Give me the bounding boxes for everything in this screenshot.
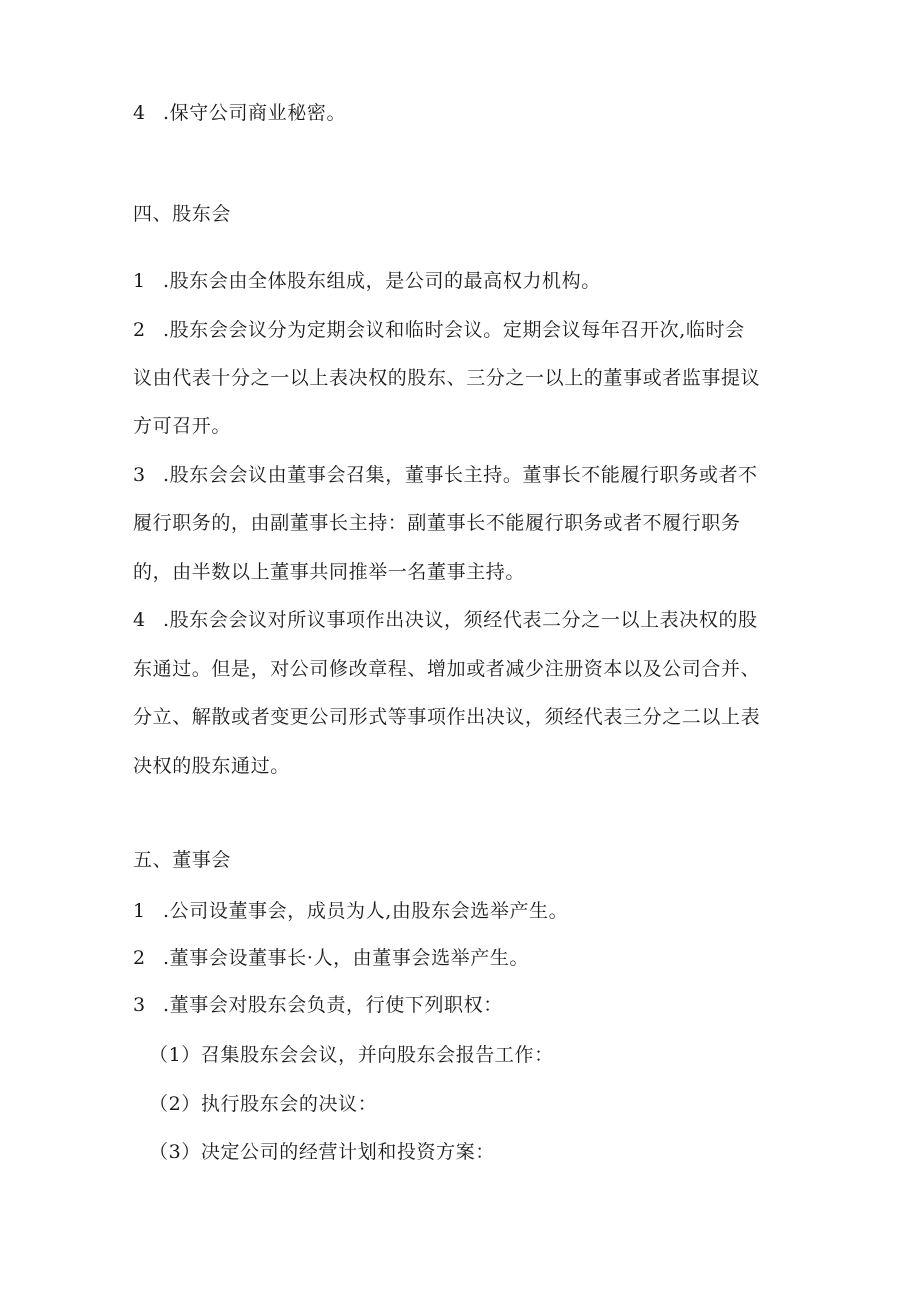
clause-number: 1 bbox=[133, 900, 146, 922]
section-heading-board bbox=[133, 848, 231, 872]
clause-number: 3 bbox=[133, 994, 146, 1016]
clause-1-board-setup bbox=[133, 899, 568, 923]
clause-2-chairman bbox=[133, 946, 529, 970]
clause-text: .保守公司商业秘密。 bbox=[163, 102, 347, 124]
clause-text: 决权的股东通过。 bbox=[133, 755, 290, 777]
clause-text: .股东会会议对所议事项作出决议，须经代表二分之一以上表决权的股 bbox=[163, 609, 758, 631]
clause-number: 1 bbox=[133, 270, 146, 292]
clause-text: 方可召开。 bbox=[133, 415, 232, 437]
clause-text: .股东会会议分为定期会议和临时会议。定期会议每年召开次,临时会 bbox=[163, 319, 745, 341]
clause-text: .公司设董事会，成员为人,由股东会选举产生。 bbox=[163, 900, 569, 922]
clause-4-trade-secrets bbox=[133, 101, 346, 125]
clause-number: 4 bbox=[133, 609, 146, 631]
clause-continuation bbox=[133, 414, 231, 438]
clause-text: .董事会对股东会负责，行使下列职权： bbox=[163, 994, 503, 1016]
clause-number: 2 bbox=[133, 319, 146, 341]
clause-text: .董事会设董事长·人，由董事会选举产生。 bbox=[163, 947, 530, 969]
clause-text: 分立、解散或者变更公司形式等事项作出决议，须经代表三分之二以上表 bbox=[133, 706, 761, 728]
clause-continuation bbox=[133, 754, 290, 778]
sub-item-2 bbox=[149, 1092, 377, 1116]
clause-1-composition bbox=[133, 269, 601, 293]
clause-continuation bbox=[133, 657, 760, 681]
clause-number: 4 bbox=[133, 102, 146, 124]
clause-text: 履行职务的，由副董事长主持：副董事长不能履行职务或者不履行职务 bbox=[133, 512, 741, 534]
clause-text: .股东会由全体股东组成，是公司的最高权力机构。 bbox=[163, 270, 601, 292]
clause-3-convening bbox=[133, 463, 758, 487]
clause-4-resolutions bbox=[133, 608, 758, 632]
clause-2-meeting-types bbox=[133, 318, 745, 342]
heading-text: 五、董事会 bbox=[133, 849, 232, 871]
sub-item-text: （3）决定公司的经营计划和投资方案： bbox=[149, 1141, 495, 1163]
heading-text: 四、股东会 bbox=[133, 203, 232, 225]
clause-number: 3 bbox=[133, 464, 146, 486]
clause-text: 东通过。但是，对公司修改章程、增加或者减少注册资本以及公司合并、 bbox=[133, 658, 761, 680]
clause-3-board-powers bbox=[133, 993, 503, 1017]
sub-item-text: （1）召集股东会会议，并向股东会报告工作： bbox=[149, 1044, 554, 1066]
sub-item-1 bbox=[149, 1043, 554, 1067]
clause-continuation bbox=[133, 560, 525, 584]
sub-item-3 bbox=[149, 1140, 495, 1164]
sub-item-text: （2）执行股东会的决议： bbox=[149, 1093, 378, 1115]
clause-text: 的，由半数以上董事共同推举一名董事主持。 bbox=[133, 561, 526, 583]
clause-text: .股东会会议由董事会召集，董事长主持。董事长不能履行职务或者不 bbox=[163, 464, 758, 486]
clause-continuation bbox=[133, 705, 760, 729]
section-heading-shareholders-meeting bbox=[133, 202, 231, 226]
clause-continuation bbox=[133, 511, 741, 535]
clause-text: 议由代表十分之一以上表决权的股东、三分之一以上的董事或者监事提议 bbox=[133, 367, 761, 389]
clause-continuation bbox=[133, 366, 760, 390]
clause-number: 2 bbox=[133, 947, 146, 969]
